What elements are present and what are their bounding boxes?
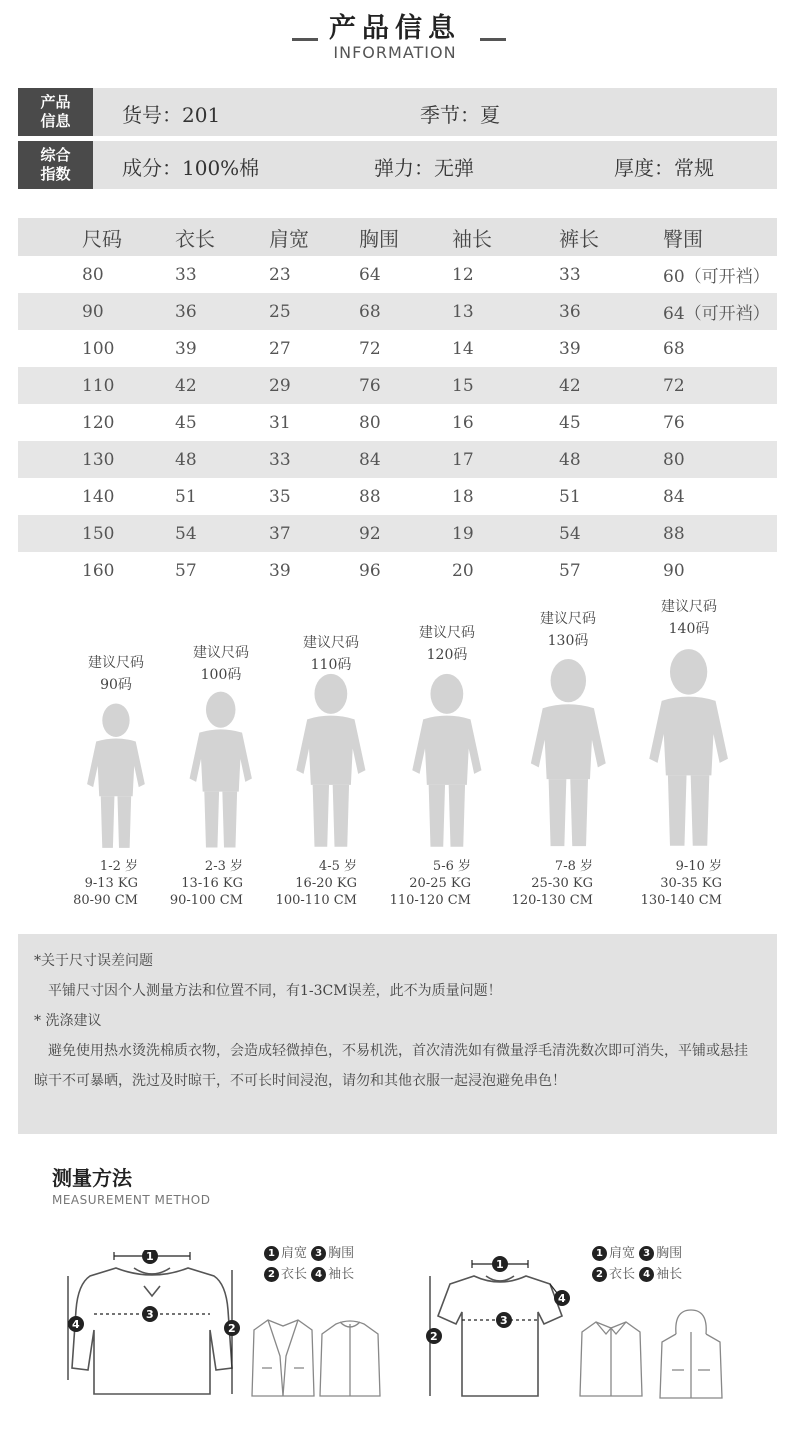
tshirt-mark-1: 1 [496, 1258, 504, 1271]
general-index-row [18, 141, 777, 189]
cell-size: 130 [18, 441, 160, 478]
cell-pants-length: 45 [559, 412, 581, 433]
item-number: 货号：201 [122, 103, 221, 127]
recommend-label: 建议尺码 [193, 645, 249, 661]
cell-pants-length: 39 [559, 338, 581, 359]
cell-pants-length: 33 [559, 264, 581, 285]
kid-height: 100-110 CM [275, 893, 357, 908]
tshirt-diagram [424, 1254, 574, 1402]
recommend-size: 120码 [426, 647, 468, 663]
blazer-sketch [248, 1316, 318, 1400]
legend-chest: 胸围 [656, 1246, 683, 1261]
header-sleeve: 袖长 [436, 218, 543, 256]
kid-size-recommendation [523, 608, 613, 652]
tag-line-2: 指数 [40, 165, 71, 183]
cell-size: 80 [82, 264, 104, 285]
cell-size: 120 [82, 412, 115, 433]
tag-line-2: 信息 [40, 112, 71, 130]
legend-shoulder: 肩宽 [281, 1246, 308, 1261]
cell-sleeve: 13 [436, 293, 543, 330]
measurement-subtitle: MEASUREMENT METHOD [52, 1193, 211, 1207]
measurement-legend-right [592, 1243, 682, 1285]
measurement-title: 测量方法 [52, 1166, 132, 1190]
kid-weight: 16-20 KG [295, 876, 357, 891]
kid-stats [123, 858, 243, 909]
cell-hip: 60（可开裆） [663, 267, 770, 287]
legend-sleeve: 袖长 [656, 1267, 683, 1282]
cell-chest: 68 [343, 293, 436, 330]
cell-length: 45 [175, 412, 197, 433]
cell-sleeve: 16 [452, 412, 474, 433]
recommend-size: 110码 [310, 657, 352, 673]
table-row [18, 293, 777, 330]
kid-stats [351, 858, 471, 909]
product-info-row [18, 88, 777, 136]
legend-4-icon: 4 [311, 1267, 326, 1282]
cell-shoulder: 23 [269, 264, 291, 285]
legend-3-icon: 3 [639, 1246, 654, 1261]
wash-title: * 洗涤建议 [34, 1013, 102, 1029]
cell-sleeve: 14 [452, 338, 474, 359]
table-row [18, 515, 777, 552]
sweater-diagram [64, 1250, 244, 1400]
legend-3-icon: 3 [311, 1246, 326, 1261]
kid-weight: 30-35 KG [660, 876, 722, 891]
cell-size: 150 [18, 515, 160, 552]
tag-line-1: 综合 [40, 146, 71, 164]
tshirt-mark-3: 3 [500, 1314, 508, 1327]
cell-pants-length: 57 [559, 560, 581, 581]
cell-hip: 72 [655, 367, 777, 404]
cell-sleeve: 19 [436, 515, 543, 552]
table-row [18, 441, 777, 478]
cell-length: 39 [175, 338, 197, 359]
legend-chest: 胸围 [328, 1246, 355, 1261]
cell-sleeve: 15 [436, 367, 543, 404]
legend-4-icon: 4 [639, 1267, 654, 1282]
table-row [18, 330, 777, 367]
sweater-mark-1: 1 [146, 1250, 154, 1263]
header-length: 衣长 [160, 218, 253, 256]
header-hip: 臀围 [655, 218, 777, 256]
kid-stats [473, 858, 593, 909]
kid-stats [602, 858, 722, 909]
cell-shoulder: 27 [269, 338, 291, 359]
kid-age: 1-2 岁 [99, 859, 138, 874]
header-dash-right [480, 38, 506, 41]
child-silhouette-icon [183, 690, 258, 854]
kid-height: 90-100 CM [169, 893, 243, 908]
cell-hip: 84 [663, 486, 685, 507]
kid-age: 7-8 岁 [554, 859, 593, 874]
cell-shoulder: 35 [269, 486, 291, 507]
cell-chest: 88 [359, 486, 381, 507]
kid-stats [237, 858, 357, 909]
recommend-size: 140码 [668, 621, 710, 637]
size-table-header [18, 218, 777, 256]
cell-length: 42 [160, 367, 253, 404]
cell-pants-length: 54 [543, 515, 655, 552]
table-row [18, 256, 777, 293]
cell-hip: 64（可开裆） [655, 293, 777, 330]
cell-shoulder: 37 [253, 515, 343, 552]
child-silhouette-icon [405, 672, 489, 854]
season: 季节：夏 [420, 103, 500, 127]
legend-1-icon: 1 [592, 1246, 607, 1261]
cell-hip: 88 [655, 515, 777, 552]
cell-size: 160 [82, 560, 115, 581]
cell-shoulder: 25 [253, 293, 343, 330]
header-shoulder: 肩宽 [253, 218, 343, 256]
notes-panel [18, 934, 777, 1134]
cell-sleeve: 18 [452, 486, 474, 507]
tag-line-1: 产品 [40, 93, 71, 111]
table-row [18, 478, 777, 515]
cell-chest: 80 [359, 412, 381, 433]
cell-pants-length: 36 [543, 293, 655, 330]
cell-hip: 76 [663, 412, 685, 433]
cell-hip: 90 [663, 560, 685, 581]
recommend-size: 130码 [547, 633, 589, 649]
wash-text: 避免使用热水烫洗棉质衣物，会造成轻微掉色，不易机洗，首次清洗如有微量浮毛清洗数次即可消失，平铺或悬挂晾干不可暴晒，洗过及时晾干，不可长时间浸泡，请勿和其他衣服一起浸泡避免串色！ [34, 1043, 748, 1089]
cell-hip: 80 [655, 441, 777, 478]
child-silhouette-icon [641, 647, 736, 854]
thickness: 厚度：常规 [614, 156, 714, 180]
kid-age: 2-3 岁 [204, 859, 243, 874]
cell-size: 90 [18, 293, 160, 330]
legend-length: 衣长 [281, 1267, 308, 1282]
tshirt-mark-4: 4 [558, 1292, 566, 1305]
legend-sleeve: 袖长 [328, 1267, 355, 1282]
kid-size-recommendation [286, 632, 376, 676]
kid-age: 9-10 岁 [675, 859, 722, 874]
cell-length: 36 [160, 293, 253, 330]
cell-sleeve: 17 [436, 441, 543, 478]
cell-chest: 84 [343, 441, 436, 478]
legend-2-icon: 2 [592, 1267, 607, 1282]
cell-sleeve: 20 [452, 560, 474, 581]
sweater-mark-2: 2 [228, 1322, 236, 1335]
cell-length: 57 [175, 560, 197, 581]
kid-weight: 13-16 KG [181, 876, 243, 891]
cell-chest: 64 [359, 264, 381, 285]
product-info-tag [18, 88, 93, 136]
measurement-legend-left [264, 1243, 354, 1285]
size-error-text: 平铺尺寸因个人测量方法和位置不同，有1-3CM误差，此不为质量问题！ [48, 983, 502, 999]
kid-height: 80-90 CM [73, 893, 138, 908]
kid-weight: 20-25 KG [409, 876, 471, 891]
page-title: 产品信息 [329, 13, 461, 44]
cell-chest: 96 [359, 560, 381, 581]
table-row [18, 404, 777, 441]
sweater-mark-3: 3 [146, 1308, 154, 1321]
hoodie-sketch [654, 1306, 728, 1402]
cell-shoulder: 31 [269, 412, 291, 433]
legend-shoulder: 肩宽 [609, 1246, 636, 1261]
tshirt-mark-2: 2 [430, 1330, 438, 1343]
elasticity: 弹力：无弹 [374, 156, 474, 180]
header-size: 尺码 [18, 218, 160, 256]
legend-1-icon: 1 [264, 1246, 279, 1261]
size-chart-table [18, 218, 777, 589]
kid-size-recommendation [176, 642, 266, 686]
composition: 成分：100%棉 [122, 156, 260, 180]
header-pants-length: 裤长 [543, 218, 655, 256]
table-row [18, 552, 777, 589]
cell-chest: 76 [343, 367, 436, 404]
recommend-size: 90码 [100, 677, 132, 693]
recommend-label: 建议尺码 [303, 635, 359, 651]
cell-pants-length: 42 [543, 367, 655, 404]
cell-size: 100 [82, 338, 115, 359]
kid-size-recommendation [644, 596, 734, 640]
recommend-label: 建议尺码 [88, 655, 144, 671]
cell-hip: 68 [663, 338, 685, 359]
kid-weight: 25-30 KG [531, 876, 593, 891]
table-row [18, 367, 777, 404]
kid-size-recommendation [402, 622, 492, 666]
kid-age: 4-5 岁 [318, 859, 357, 874]
child-silhouette-icon [523, 657, 614, 854]
legend-length: 衣长 [609, 1267, 636, 1282]
sweater-mark-4: 4 [72, 1318, 80, 1331]
cell-length: 33 [175, 264, 197, 285]
recommend-label: 建议尺码 [419, 625, 475, 641]
recommend-label: 建议尺码 [540, 611, 596, 627]
cell-shoulder: 29 [253, 367, 343, 404]
kid-size-recommendation [71, 652, 161, 696]
kid-age: 5-6 岁 [432, 859, 471, 874]
cell-chest: 72 [359, 338, 381, 359]
kid-height: 110-120 CM [389, 893, 471, 908]
zip-jacket-sketch [318, 1318, 382, 1400]
cell-size: 140 [82, 486, 115, 507]
child-silhouette-icon [81, 702, 151, 854]
cell-length: 54 [160, 515, 253, 552]
legend-2-icon: 2 [264, 1267, 279, 1282]
shirt-sketch [578, 1316, 644, 1400]
child-silhouette-icon [289, 672, 373, 854]
page-subtitle: INFORMATION [333, 43, 457, 62]
general-index-tag [18, 141, 93, 189]
kid-height: 120-130 CM [511, 893, 593, 908]
cell-shoulder: 39 [269, 560, 291, 581]
header-chest: 胸围 [343, 218, 436, 256]
recommend-size: 100码 [200, 667, 242, 683]
cell-length: 48 [160, 441, 253, 478]
cell-shoulder: 33 [253, 441, 343, 478]
size-error-title: *关于尺寸误差问题 [34, 953, 153, 969]
cell-pants-length: 48 [543, 441, 655, 478]
recommend-label: 建议尺码 [661, 599, 717, 615]
cell-chest: 92 [343, 515, 436, 552]
kid-stats [18, 858, 138, 909]
cell-pants-length: 51 [559, 486, 581, 507]
kid-weight: 9-13 KG [84, 876, 138, 891]
kid-height: 130-140 CM [640, 893, 722, 908]
cell-sleeve: 12 [452, 264, 474, 285]
cell-size: 110 [18, 367, 160, 404]
cell-length: 51 [175, 486, 197, 507]
